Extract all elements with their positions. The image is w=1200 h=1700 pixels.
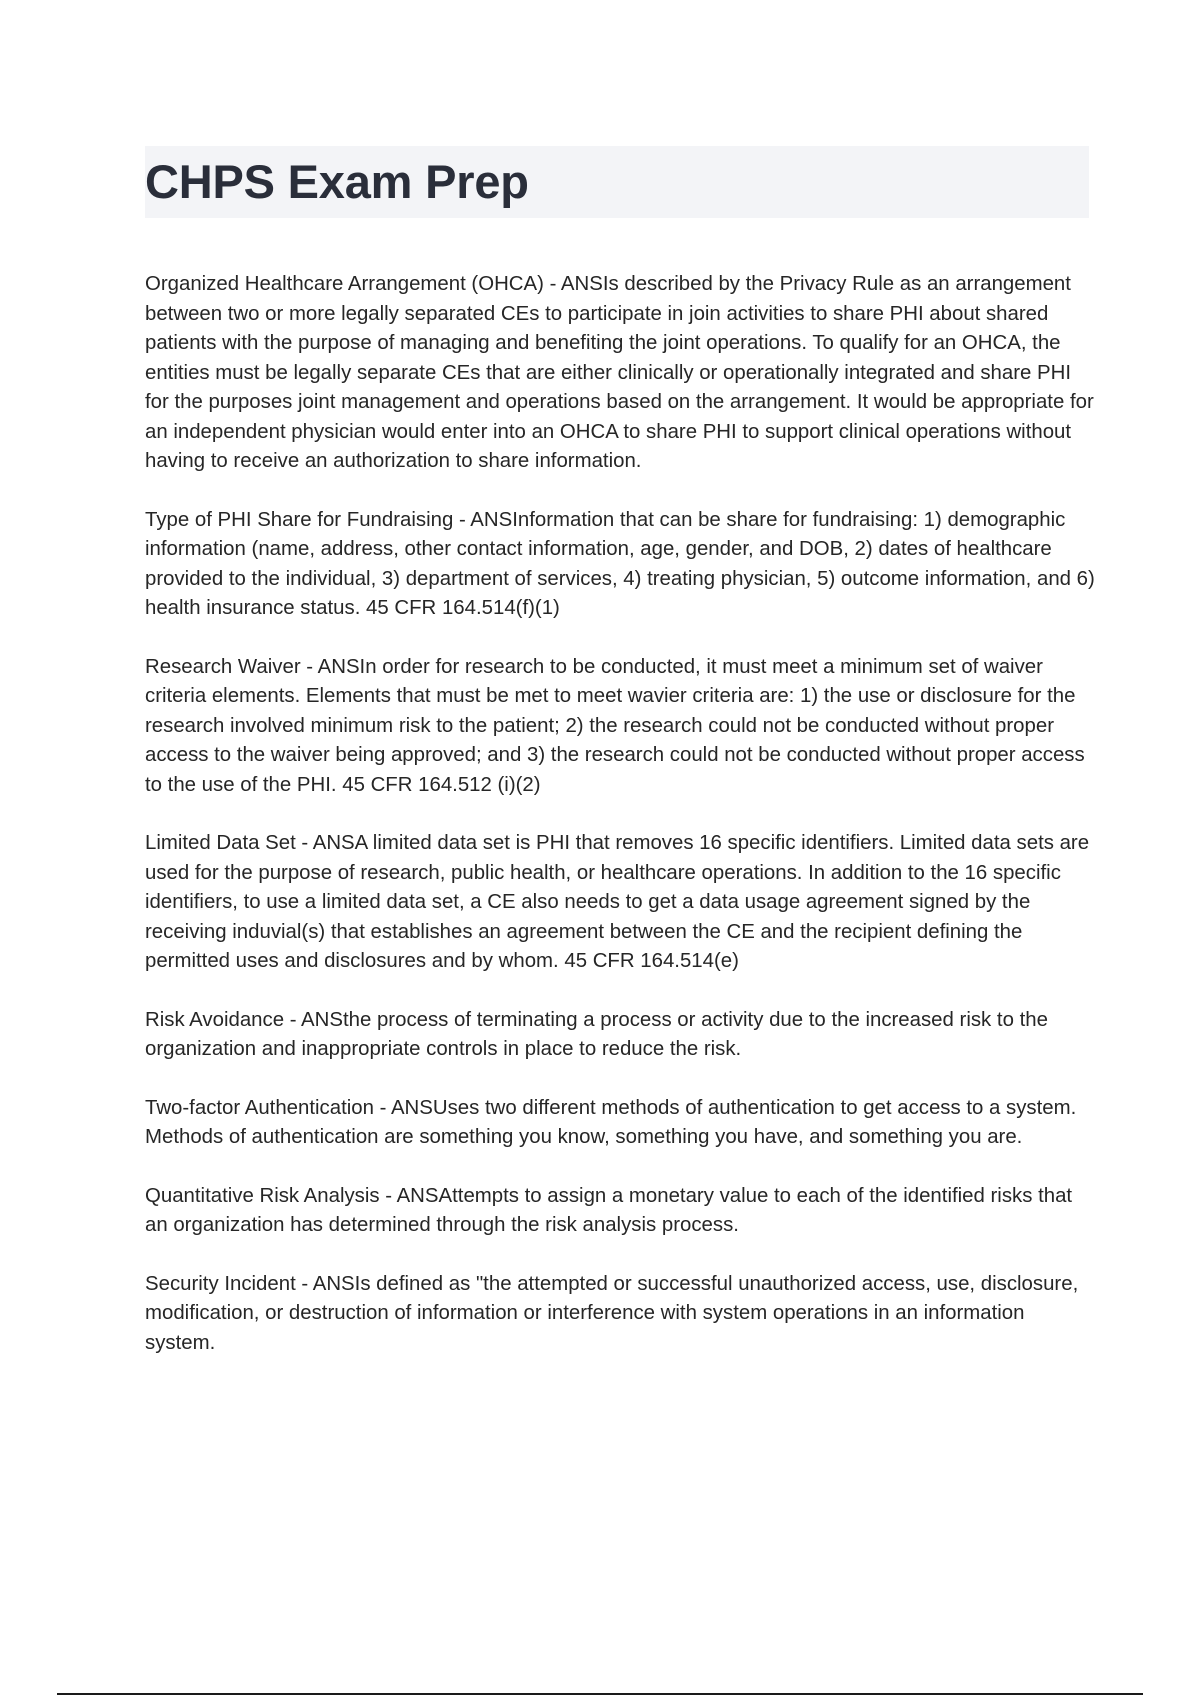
footer-divider [57, 1693, 1143, 1695]
title-banner [145, 146, 1089, 218]
entry-security-incident: Security Incident - ANSIs defined as "the attempted or successful unauthorized access, use, disclosure, modification, or destruction of information or interference with system operations in an information system. [145, 1272, 1079, 1354]
entry-two-factor-authentication: Two-factor Authentication - ANSUses two different methods of authentication to get access to a system. Methods of authentication are something you know, something you have, and something you are. [145, 1096, 1077, 1148]
entry-fundraising-phi: Type of PHI Share for Fundraising - ANSInformation that can be share for fundraising: 1) demographic information (name, address, other contact information, age, gender, and DOB, 2) dates of healthcare provided to the individual, 3) department of services, 4) treating physician, 5) outcome information, and 6) health insurance status. 45 CFR 164.514(f)(1) [145, 508, 1095, 619]
entry-ohca: Organized Healthcare Arrangement (OHCA) - ANSIs described by the Privacy Rule as an arrangement between two or more legally separated CEs to participate in join activities to share PHI about shared patients with the purpose of managing and benefiting the joint operations. To qualify for an OHCA, the entities must be legally separate CEs that are either clinically or operationally integrated and share PHI for the purposes joint management and operations based on the arrangement. It would be appropriate for an independent physician would enter into an OHCA to share PHI to support clinical operations without having to receive an authorization to share information. [145, 273, 1094, 472]
entries-list [145, 270, 1095, 1387]
entry-risk-avoidance: Risk Avoidance - ANSthe process of terminating a process or activity due to the increased risk to the organization and inappropriate controls in place to reduce the risk. [145, 1008, 1048, 1060]
document-title: CHPS Exam Prep [145, 155, 529, 208]
entry-limited-data-set: Limited Data Set - ANSA limited data set is PHI that removes 16 specific identifiers. Limited data sets are used for the purpose of research, public health, or healthcare operations. In addition to the 16 specific identifiers, to use a limited data set, a CE also needs to get a data usage agreement signed by the receiving induvial(s) that establishes an agreement between the CE and the recipient defining the permitted uses and disclosures and by whom. 45 CFR 164.514(e) [145, 832, 1090, 972]
entry-research-waiver: Research Waiver - ANSIn order for research to be conducted, it must meet a minimum set of waiver criteria elements. Elements that must be met to meet wavier criteria are: 1) the use or disclosure for the research involved minimum risk to the patient; 2) the research could not be conducted without proper access to the waiver being approved; and 3) the research could not be conducted without proper access to the use of the PHI. 45 CFR 164.512 (i)(2) [145, 655, 1085, 796]
entry-quantitative-risk-analysis: Quantitative Risk Analysis - ANSAttempts to assign a monetary value to each of the identified risks that an organization has determined through the risk analysis process. [145, 1184, 1073, 1236]
